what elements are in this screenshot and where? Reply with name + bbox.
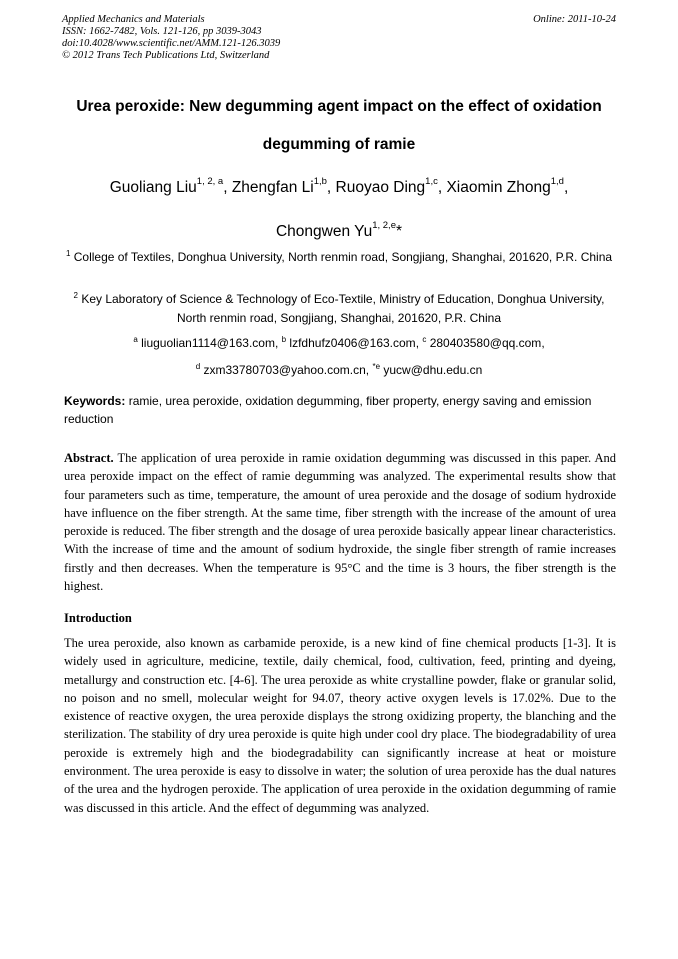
keywords-label: Keywords: (64, 394, 126, 408)
online-date: Online: 2011-10-24 (533, 14, 616, 25)
copyright-line: © 2012 Trans Tech Publications Ltd, Switzerland (62, 50, 270, 61)
journal-name: Applied Mechanics and Materials (62, 14, 205, 25)
keywords (64, 392, 616, 428)
affiliation-1: $^1$ College of Textiles, Donghua University, North renmin road, Songjiang, Shanghai, 201620, P.R. China (65, 249, 613, 264)
author: Chongwen Yu$^{1, 2,e}$* (275, 220, 403, 241)
doi-line: doi:10.4028/www.scientific.net/AMM.121-126.3039 (62, 38, 281, 49)
introduction-paragraph: The urea peroxide, also known as carbamide peroxide, is a new kind of fine chemical products [1-3]. It is widely used in agriculture, medicine, textile, daily chemical, food, cultivation, feed, printing and dyeing, metallurgy and construction etc. [4-6]. The urea peroxide as white crystalline powder, flake or granular solid, no poison and no smell, molecular weight for 94.07, theory active oxygen levels is 17.02%. Due to the existence of reactive oxygen, the urea peroxide displays the strong oxidizing property, the blanching and the sterilization. The stability of dry urea peroxide is quite high under cool dry place. The biodegradability of urea peroxide is extremely high and the biodegradability can significantly increase at heat or moisture environment. The urea peroxide is easy to dissolve in water; the solution of urea peroxide has the dual natures of the urea and the hydrogen peroxide. The application of urea peroxide in the oxidation degumming of ramie was discussed in this article. And the effect of degumming was analyzed. (64, 636, 616, 815)
author: Zhengfan Li$^{1,b}$, (231, 176, 336, 197)
abstract-label: Abstract. (64, 451, 114, 465)
author: Guoliang Liu$^{1, 2, a}$, (109, 176, 232, 197)
abstract (64, 449, 616, 595)
author-list (30, 164, 648, 252)
email: $^d$ zxm33780703@yahoo.com.cn, (195, 362, 373, 377)
abstract-text: The application of urea peroxide in ramie oxidation degumming was discussed in this paper. And urea peroxide impact on the effect of ramie degumming was analyzed. The experimental results show that four parameters such as time, temperature, the amount of urea peroxide and the dosage of sodium hydroxide have influence on the fiber strength. At the same time, fiber strength with the increase of the amount of urea peroxide is reduced. The fiber strength and the dosage of urea peroxide basically appear linear characteristics. With the increase of time and the amount of sodium hydroxide, the single fiber strength of ramie increases firstly and then decreases. When the temperature is 95°C and the time is 3 hours, the fiber strength is the highest. (64, 451, 616, 594)
email-list (60, 328, 618, 382)
email: $^c$ 280403580@qq.com, (422, 335, 545, 350)
issn-line: ISSN: 1662-7482, Vols. 121-126, pp 3039-3043 (62, 26, 262, 37)
paper-title: Urea peroxide: New degumming agent impact on the effect of oxidation degumming of ramie (76, 98, 602, 153)
author: Xiaomin Zhong$^{1,d}$, (446, 176, 569, 197)
keywords-text: ramie, urea peroxide, oxidation degumming, fiber property, energy saving and emission reduction (64, 394, 592, 426)
affiliation-2: $^2$ Key Laboratory of Science & Technology of Eco-Textile, Ministry of Education, Donghua University, North renmin road, Songjiang, Shanghai, 201620, P.R. China (73, 291, 605, 325)
email: $^{*e}$ yucw@dhu.edu.cn (372, 362, 483, 377)
journal-header (62, 14, 616, 62)
section-heading-introduction: Introduction (64, 611, 132, 625)
email: $^a$ liuguolian1114@163.com, (133, 335, 282, 350)
email: $^b$ lzfdhufz0406@163.com, (281, 335, 423, 350)
author: Ruoyao Ding$^{1,c}$, (335, 176, 447, 197)
